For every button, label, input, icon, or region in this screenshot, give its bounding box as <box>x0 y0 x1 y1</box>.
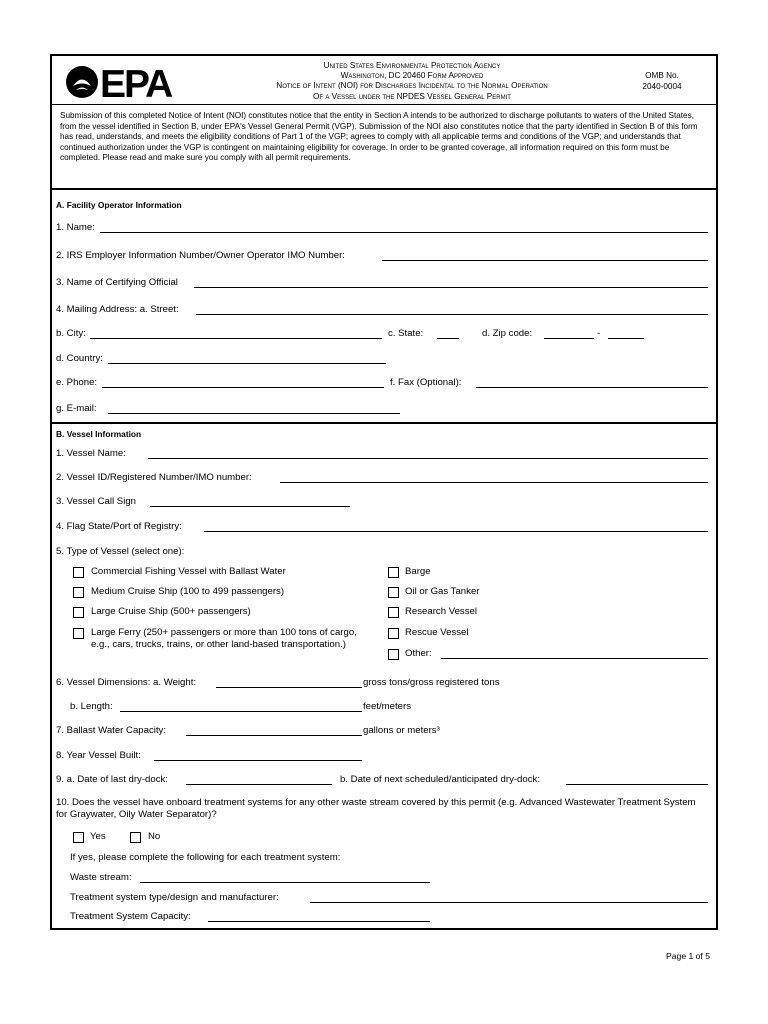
email-field[interactable] <box>108 413 400 414</box>
type-other-checkbox[interactable] <box>388 649 399 660</box>
drydock-last-field[interactable] <box>186 784 332 785</box>
vessel-id-field[interactable] <box>280 482 708 483</box>
type-large-ferry-checkbox[interactable] <box>73 628 84 639</box>
section-b-title: B. Vessel Information <box>56 429 142 439</box>
treatment-yes-label: Yes <box>90 831 106 842</box>
page-number: Page 1 of 5 <box>666 951 710 961</box>
street-field[interactable] <box>196 314 708 315</box>
treatment-capacity-label: Treatment System Capacity: <box>70 911 191 922</box>
country-label: d. Country: <box>56 353 103 364</box>
type-rescue-vessel-checkbox[interactable] <box>388 628 399 639</box>
type-other-field[interactable] <box>441 658 708 659</box>
city-field[interactable] <box>90 338 382 339</box>
type-research-vessel-checkbox[interactable] <box>388 607 399 618</box>
vessel-name-field[interactable] <box>148 458 708 459</box>
title-line-1: Notice of Intent (NOI) for Discharges Incidental to the Normal Operation <box>276 81 548 91</box>
zip-label: d. Zip code: <box>482 328 533 339</box>
type-oil-gas-tanker-label: Oil or Gas Tanker <box>405 586 480 597</box>
zip-ext-field[interactable] <box>608 338 644 339</box>
irs-label: 2. IRS Employer Information Number/Owner Operator IMO Number: <box>56 250 345 261</box>
type-medium-cruise-checkbox[interactable] <box>73 587 84 598</box>
length-field[interactable] <box>120 711 362 712</box>
state-field[interactable] <box>437 338 459 339</box>
type-barge-checkbox[interactable] <box>388 567 399 578</box>
epa-logo <box>64 64 186 100</box>
flag-state-field[interactable] <box>204 531 708 532</box>
country-field[interactable] <box>108 363 386 364</box>
section-divider <box>52 422 716 424</box>
type-commercial-fishing-label: Commercial Fishing Vessel with Ballast Water <box>91 566 286 577</box>
treatment-type-label: Treatment system type/design and manufacturer: <box>70 892 279 903</box>
treatment-yes-checkbox[interactable] <box>73 832 84 843</box>
title-line-2: Of a Vessel under the NPDES Vessel General Permit <box>313 91 511 101</box>
phone-label: e. Phone: <box>56 377 98 388</box>
vessel-id-label: 2. Vessel ID/Registered Number/IMO number: <box>56 472 252 483</box>
location-line: Washington, DC 20460 Form Approved <box>340 71 484 81</box>
intro-text: Submission of this completed Notice of Intent (NOI) constitutes notice that the entity in Section A intends to be authorized to discharge pollutants to waters of the United States, from the vessel identified in Section B, under EPA's Vessel General Permit (VGP). Submission of the NOI also constitutes notice that the party identified in Section B of this form has read, understands, and meets the eligibility conditions of Part 1 of the VGP; agrees to comply with all applicable terms and conditions of the VGP; and understands that continued authorization under the VGP is contingent on maintaining eligibility for coverage. In order to be granted coverage, all information required on this form must be completed. Please read and make sure you comply with all permit requirements. <box>60 111 698 163</box>
state-label: c. State: <box>388 328 424 339</box>
phone-field[interactable] <box>102 387 384 388</box>
section-a-title: A. Facility Operator Information <box>56 200 182 210</box>
year-built-label: 8. Year Vessel Built: <box>56 750 141 761</box>
omb-block <box>626 71 698 92</box>
type-research-vessel-label: Research Vessel <box>405 606 477 617</box>
vessel-name-label: 1. Vessel Name: <box>56 448 126 459</box>
treatment-capacity-field[interactable] <box>208 921 430 922</box>
call-sign-label: 3. Vessel Call Sign <box>56 496 136 507</box>
header-title-block <box>192 61 632 102</box>
agency-line: United States Environmental Protection Agency <box>323 61 501 70</box>
certifying-official-label: 3. Name of Certifying Official <box>56 277 178 288</box>
omb-label: OMB No. <box>645 71 679 80</box>
omb-number: 2040-0004 <box>642 81 682 91</box>
drydock-next-label: b. Date of next scheduled/anticipated dry-dock: <box>340 774 540 785</box>
type-large-cruise-label: Large Cruise Ship (500+ passengers) <box>91 606 251 617</box>
treatment-no-checkbox[interactable] <box>130 832 141 843</box>
form-header <box>52 56 716 105</box>
epa-logo-text: EPA <box>100 64 172 100</box>
type-oil-gas-tanker-checkbox[interactable] <box>388 587 399 598</box>
drydock-next-field[interactable] <box>566 784 708 785</box>
drydock-last-label: 9. a. Date of last dry-dock: <box>56 774 168 785</box>
type-medium-cruise-label: Medium Cruise Ship (100 to 499 passengers) <box>91 586 285 597</box>
type-barge-label: Barge <box>405 566 431 577</box>
street-label: 4. Mailing Address: a. Street: <box>56 304 179 315</box>
city-label: b. City: <box>56 328 86 339</box>
treatment-no-label: No <box>148 831 161 842</box>
fax-field[interactable] <box>476 387 708 388</box>
waste-stream-field[interactable] <box>140 882 430 883</box>
flag-state-label: 4. Flag State/Port of Registry: <box>56 521 182 532</box>
type-large-ferry-label: Large Ferry (250+ passengers or more than 100 tons of cargo, e.g., cars, trucks, trains, or other land-based transportation.) <box>91 627 357 650</box>
type-rescue-vessel-label: Rescue Vessel <box>405 627 469 638</box>
type-large-cruise-checkbox[interactable] <box>73 607 84 618</box>
treatment-question: 10. Does the vessel have onboard treatment systems for any other waste stream covered by this permit (e.g. Advanced Wastewater Treatment System for Graywater, Oily Water Separator)? <box>56 797 696 820</box>
weight-field[interactable] <box>216 687 362 688</box>
name-field[interactable] <box>100 232 708 233</box>
ballast-field[interactable] <box>186 735 362 736</box>
zip-dash: - <box>597 328 601 339</box>
ballast-unit: gallons or meters³ <box>363 725 440 736</box>
weight-unit: gross tons/gross registered tons <box>363 677 500 688</box>
call-sign-field[interactable] <box>150 506 350 507</box>
ballast-label: 7. Ballast Water Capacity: <box>56 725 167 736</box>
fax-label: f. Fax (Optional): <box>390 377 462 388</box>
zip-field[interactable] <box>544 338 594 339</box>
email-label: g. E-mail: <box>56 403 97 414</box>
type-commercial-fishing-checkbox[interactable] <box>73 567 84 578</box>
vessel-type-label: 5. Type of Vessel (select one): <box>56 546 185 557</box>
weight-label: 6. Vessel Dimensions: a. Weight: <box>56 677 197 688</box>
intro-box <box>52 105 716 190</box>
if-yes-instruction: If yes, please complete the following for each treatment system: <box>70 852 341 863</box>
year-built-field[interactable] <box>154 760 362 761</box>
length-label: b. Length: <box>70 701 113 712</box>
name-label: 1. Name: <box>56 222 95 233</box>
noi-form <box>50 54 718 930</box>
length-unit: feet/meters <box>363 701 411 712</box>
treatment-type-field[interactable] <box>310 902 708 903</box>
certifying-official-field[interactable] <box>194 287 708 288</box>
irs-field[interactable] <box>382 260 708 261</box>
type-other-label: Other: <box>405 648 432 659</box>
waste-stream-label: Waste stream: <box>70 872 132 883</box>
